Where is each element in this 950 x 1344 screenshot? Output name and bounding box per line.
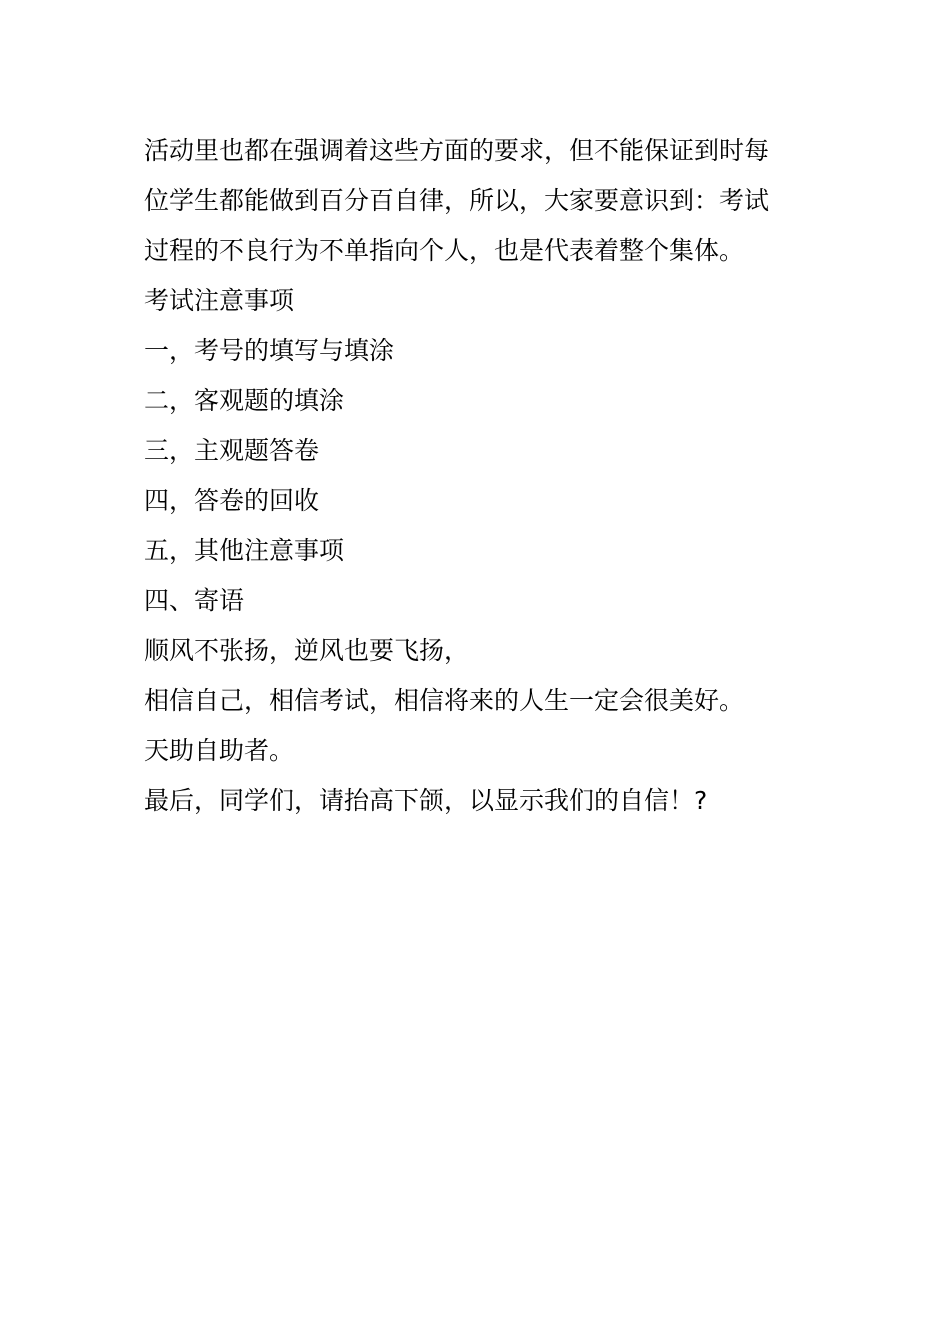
paragraph-line: 最后，同学们，请抬高下颌，以显示我们的自信！?	[144, 786, 708, 815]
list-item: 一，考号的填写与填涂	[144, 336, 395, 365]
list-item: 五，其他注意事项	[144, 536, 345, 565]
paragraph-line: 活动里也都在强调着这些方面的要求，但不能保证到时每	[144, 136, 770, 165]
paragraph-line: 过程的不良行为不单指向个人，也是代表着整个集体。	[144, 236, 745, 265]
paragraph-line: 天助自助者。	[144, 736, 295, 765]
list-item: 三，主观题答卷	[144, 436, 320, 465]
document-body	[144, 126, 814, 826]
section-heading: 考试注意事项	[144, 286, 295, 315]
paragraph-line: 相信自己，相信考试，相信将来的人生一定会很美好。	[144, 686, 745, 715]
paragraph-line: 位学生都能做到百分百自律，所以，大家要意识到：考试	[144, 186, 770, 215]
list-item: 二，客观题的填涂	[144, 386, 345, 415]
section-heading: 四、寄语	[144, 586, 245, 615]
list-item: 四，答卷的回收	[144, 486, 320, 515]
paragraph-line: 顺风不张扬，逆风也要飞扬，	[144, 636, 470, 665]
